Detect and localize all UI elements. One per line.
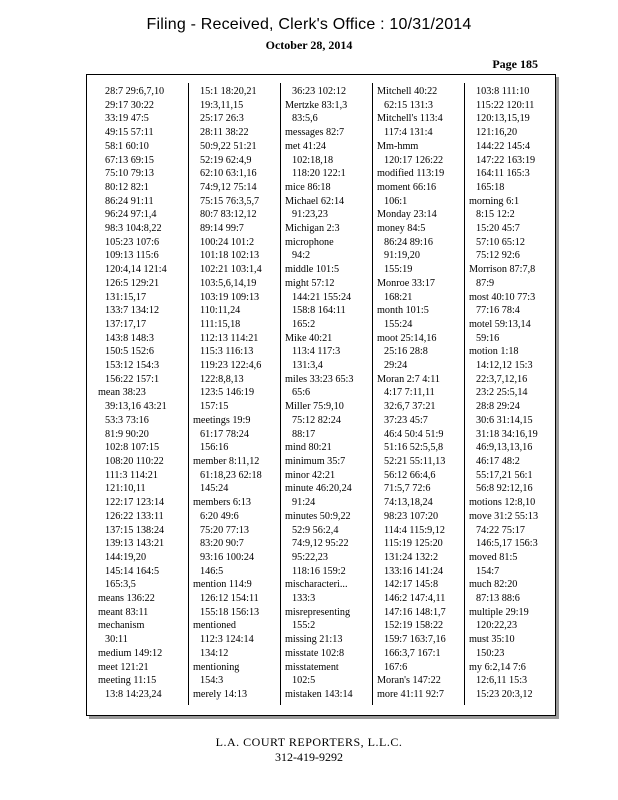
index-term: much 82:20 [469,579,518,591]
index-page-refs: 105:23 107:6 [105,236,160,248]
index-page-refs: 52:21 55:11,13 [384,455,446,467]
column-divider [464,83,465,705]
index-page-refs: 164:11 165:3 [476,168,530,180]
index-page-refs: 39:13,16 43:21 [105,401,167,413]
index-page-refs: 150:5 152:6 [105,346,154,358]
index-page-refs: 145:24 [200,483,229,495]
index-page-refs: 147:16 148:1,7 [384,606,446,618]
index-page-refs: 168:21 [384,291,413,303]
index-page-refs: 156:22 157:1 [105,373,160,385]
index-page-refs: 126:12 154:11 [200,593,259,605]
index-page-refs: 62:10 63:1,16 [200,168,257,180]
index-term: minor 42:21 [285,469,336,481]
court-reporter-name: L.A. COURT REPORTERS, L.L.C. [215,735,403,749]
index-page-refs: 100:24 101:2 [200,236,255,248]
index-page-refs: 46:17 48:2 [476,455,520,467]
index-page-refs: 112:13 114:21 [200,332,259,344]
index-page-refs: 113:4 117:3 [292,346,341,358]
index-page-refs: 86:24 89:16 [384,236,433,248]
index-page-refs: 102:8 107:15 [105,442,160,454]
index-term: mention 114:9 [193,579,252,591]
index-term: minimum 35:7 [285,455,346,467]
index-page-refs: 94:2 [292,250,311,262]
index-page-refs: 75:12 82:24 [292,414,341,426]
index-term: moved 81:5 [469,551,518,563]
index-page-refs: 112:3 124:14 [200,634,254,646]
index-page-refs: 93:16 100:24 [200,551,255,563]
index-term: Mertzke 83:1,3 [285,99,348,111]
index-page-refs: 158:8 164:11 [292,305,346,317]
column-divider [280,83,281,705]
index-page-refs: 67:13 69:15 [105,154,154,166]
index-term: most 40:10 77:3 [469,291,536,303]
index-page-refs: 137:17,17 [105,318,147,330]
index-page-refs: 71:5,7 72:6 [384,483,431,495]
index-page-refs: 103:8 111:10 [476,86,530,97]
index-term: minute 46:20,24 [285,483,352,495]
index-page-refs: 156:16 [200,442,229,454]
index-page-refs: 157:15 [200,401,229,413]
index-page-refs: 83:5,6 [292,113,318,125]
index-page-refs: 144:22 145:4 [476,140,531,152]
index-page-refs: 91:24 [292,497,316,509]
index-page-refs: 50:9,22 51:21 [200,140,257,152]
index-term: money 84:5 [377,223,426,235]
index-page-refs: 126:22 133:11 [105,510,164,522]
index-page-refs: 80:12 82:1 [105,181,149,193]
index-term: motion 1:18 [469,346,519,358]
index-page-refs: 57:10 65:12 [476,236,525,248]
index-page-refs: 114:4 115:9,12 [384,524,445,536]
index-page-refs: 115:19 125:20 [384,538,443,550]
index-page-refs: 74:22 75:17 [476,524,525,536]
index-term: motions 12:8,10 [469,497,536,509]
index-page-refs: 131:3,4 [292,360,323,372]
index-page-refs: 155:18 156:13 [200,606,260,618]
index-page-refs: 109:13 115:6 [105,250,159,262]
index-page-refs: 102:21 103:1,4 [200,264,262,276]
index-term: Moran's 147:22 [377,675,441,687]
index-page-refs: 120:4,14 121:4 [105,264,167,276]
index-page-refs: 120:22,23 [476,620,518,632]
index-term: Michigan 2:3 [285,223,340,235]
court-reporter-phone: 312-419-9292 [275,750,343,764]
index-page-refs: 87:13 88:6 [476,593,520,605]
index-term: meant 83:11 [98,606,149,618]
index-page-refs: 119:23 122:4,6 [200,360,262,372]
index-page-refs: 55:17,21 56:1 [476,469,533,481]
index-page-refs: 6:20 49:6 [200,510,239,522]
index-term: misstate 102:8 [285,647,345,659]
index-term: Morrison 87:7,8 [469,264,536,276]
index-term: Mitchell's 113:4 [377,113,443,125]
index-page-refs: 133:16 141:24 [384,565,444,577]
index-column-2 [193,85,283,702]
index-term: mind 80:21 [285,442,332,454]
index-page-refs: 133:3 [292,593,316,605]
index-page-refs: 115:3 116:13 [200,346,254,358]
index-page-refs: 120:13,15,19 [476,113,530,125]
index-page-refs: 155:2 [292,620,316,632]
index-page-refs: 56:12 66:4,6 [384,469,436,481]
index-page-refs: 101:18 102:13 [200,250,260,262]
index-page-refs: 121:10,11 [105,483,146,495]
index-page-refs: 159:7 163:7,16 [384,634,446,646]
index-page-refs: 74:9,12 95:22 [292,538,349,550]
column-divider [188,83,189,705]
index-page-refs: 121:16,20 [476,127,518,139]
index-page-refs: 147:22 163:19 [476,154,536,166]
index-term: misstatement [285,661,339,673]
column-divider [372,83,373,705]
index-term: meet 121:21 [98,661,149,673]
index-page-refs: 80:7 83:12,12 [200,209,257,221]
index-term: modified 113:19 [377,168,445,180]
index-page-refs: 74:9,12 75:14 [200,181,257,193]
index-term: Monroe 33:17 [377,277,436,289]
index-page-refs: 166:3,7 167:1 [384,647,441,659]
index-page-refs: 165:18 [476,181,505,193]
index-page-refs: 144:21 155:24 [292,291,352,303]
index-page-refs: 58:1 60:10 [105,140,149,152]
index-page-refs: 49:15 57:11 [105,127,154,139]
index-page-refs: 146:5 [200,565,224,577]
index-page-refs: 15:1 18:20,21 [200,86,257,97]
index-term: mentioning [193,661,240,673]
index-page-refs: 142:17 145:8 [384,579,439,591]
index-page-refs: 74:13,18,24 [384,497,433,509]
index-page-refs: 153:12 154:3 [105,360,160,372]
index-term: merely 14:13 [193,688,248,700]
index-page-refs: 52:9 56:2,4 [292,524,339,536]
index-page-refs: 56:8 92:12,16 [476,483,533,495]
index-page-refs: 31:18 34:16,19 [476,428,538,440]
index-term: month 101:5 [377,305,429,317]
filing-stamp: Filing - Received, Clerk's Office : 10/31/2014 [146,16,472,33]
index-page-refs: 28:11 38:22 [200,127,249,139]
index-page-refs: 52:19 62:4,9 [200,154,252,166]
index-term: minutes 50:9,22 [285,510,351,522]
index-page-refs: 15:20 45:7 [476,223,520,235]
index-term: Mike 40:21 [285,332,333,344]
index-term: must 35:10 [469,634,515,646]
index-page-refs: 30:6 31:14,15 [476,414,533,426]
index-page-refs: 122:8,8,13 [200,373,244,385]
index-page-refs: 102:18,18 [292,154,334,166]
index-page-refs: 146:5,17 156:3 [476,538,538,550]
index-page-refs: 37:23 45:7 [384,414,428,426]
index-term: mean 38:23 [98,387,146,399]
index-term: met 41:24 [285,140,327,152]
index-page-refs: 154:3 [200,675,224,687]
index-term: mischaracteri... [285,579,348,591]
index-page-refs: 96:24 97:1,4 [105,209,157,221]
index-term: my 6:2,14 7:6 [469,661,526,673]
index-term: might 57:12 [285,277,335,289]
index-page-refs: 23:2 25:5,14 [476,387,528,399]
index-page-refs: 29:17 30:22 [105,99,154,111]
index-page-refs: 36:23 102:12 [292,86,347,97]
index-page-refs: 53:3 73:16 [105,414,149,426]
index-term: miles 33:23 65:3 [285,373,354,385]
index-page-refs: 61:17 78:24 [200,428,249,440]
index-page-refs: 137:15 138:24 [105,524,165,536]
index-page-refs: 165:3,5 [105,579,136,591]
index-term: medium 149:12 [98,647,163,659]
index-page-refs: 61:18,23 62:18 [200,469,262,481]
index-term: Michael 62:14 [285,195,345,207]
index-page-refs: 46:4 50:4 51:9 [384,428,444,440]
index-page-refs: 98:23 107:20 [384,510,439,522]
index-page-refs: 81:9 90:20 [105,428,149,440]
index-term: means 136:22 [98,593,155,605]
index-page-refs: 28:8 29:24 [476,401,520,413]
index-term: motel 59:13,14 [469,318,531,330]
index-page-refs: 88:17 [292,428,316,440]
page-number: Page 185 [492,57,538,71]
index-page-refs: 118:20 122:1 [292,168,346,180]
index-page-refs: 32:6,7 37:21 [384,401,436,413]
index-column-5 [469,85,559,702]
index-page-refs: 83:20 90:7 [200,538,244,550]
index-page-refs: 139:13 143:21 [105,538,165,550]
index-page-refs: 91:19,20 [384,250,420,262]
index-page-refs: 108:20 110:22 [105,455,164,467]
index-page-refs: 25:17 26:3 [200,113,244,125]
index-page-refs: 12:6,11 15:3 [476,675,528,687]
index-page-refs: 154:7 [476,565,500,577]
index-page-refs: 28:7 29:6,7,10 [105,86,165,97]
document-date: October 28, 2014 [265,38,353,52]
index-page-refs: 4:17 7:11,11 [384,387,435,399]
index-term: Monday 23:14 [377,209,437,221]
index-page-refs: 145:14 164:5 [105,565,160,577]
index-term: microphone [285,236,334,248]
index-page-refs: 126:5 129:21 [105,277,160,289]
index-page-refs: 86:24 91:11 [105,195,154,207]
index-term: move 31:2 55:13 [469,510,539,522]
index-page-refs: 98:3 104:8,22 [105,223,162,235]
index-term: missing 21:13 [285,634,343,646]
index-page-refs: 75:15 76:3,5,7 [200,195,260,207]
index-column-1 [98,85,188,702]
index-page-refs: 134:12 [200,647,229,659]
index-page-refs: 102:5 [292,675,316,687]
index-page-refs: 111:15,18 [200,318,241,330]
index-page-refs: 155:24 [384,318,413,330]
index-column-4 [377,85,467,702]
index-page-refs: 131:15,17 [105,291,147,303]
index-page-refs: 89:14 99:7 [200,223,244,235]
index-term: meeting 11:15 [98,675,157,687]
index-page-refs: 103:19 109:13 [200,291,260,303]
index-page-refs: 19:3,11,15 [200,99,244,111]
index-page-refs: 65:6 [292,387,311,399]
index-page-refs: 14:12,12 15:3 [476,360,533,372]
index-page-refs: 120:17 126:22 [384,154,444,166]
index-term: mentioned [193,620,237,632]
index-page-refs: 13:8 14:23,24 [105,688,162,700]
index-term: member 8:11,12 [193,455,260,467]
index-term: mice 86:18 [285,181,331,193]
index-page-refs: 131:24 132:2 [384,551,439,563]
index-page-refs: 87:9 [476,277,495,289]
index-page-refs: 75:10 79:13 [105,168,154,180]
index-page-refs: 59:16 [476,332,500,344]
index-page-refs: 144:19,20 [105,551,147,563]
index-term: Miller 75:9,10 [285,401,344,413]
index-term: mistaken 143:14 [285,688,353,700]
index-page-refs: 146:2 147:4,11 [384,593,446,605]
index-page-refs: 75:20 77:13 [200,524,249,536]
index-term: more 41:11 92:7 [377,688,444,700]
index-term: meetings 19:9 [193,414,251,426]
index-term: misrepresenting [285,606,351,618]
index-page-refs: 143:8 148:3 [105,332,154,344]
index-page-refs: 106:1 [384,195,408,207]
index-page-refs: 91:23,23 [292,209,328,221]
index-term: Moran 2:7 4:11 [377,373,441,385]
index-page-refs: 29:24 [384,360,408,372]
index-page-refs: 152:19 158:22 [384,620,444,632]
index-page-refs: 77:16 78:4 [476,305,520,317]
index-page-refs: 33:19 47:5 [105,113,149,125]
index-page-refs: 165:2 [292,318,316,330]
index-page-refs: 118:16 159:2 [292,565,346,577]
index-page-refs: 133:7 134:12 [105,305,160,317]
index-term: multiple 29:19 [469,606,529,618]
index-term: moot 25:14,16 [377,332,437,344]
index-term: middle 101:5 [285,264,340,276]
index-page-refs: 155:19 [384,264,413,276]
index-column-3 [285,85,375,702]
index-page-refs: 46:9,13,13,16 [476,442,533,454]
word-index-box [86,74,556,716]
index-term: Mitchell 40:22 [377,86,438,97]
index-term: moment 66:16 [377,181,437,193]
index-page-refs: 95:22,23 [292,551,328,563]
index-page-refs: 30:11 [105,634,128,646]
index-page-refs: 8:15 12:2 [476,209,515,221]
index-page-refs: 103:5,6,14,19 [200,277,257,289]
index-page-refs: 62:15 131:3 [384,99,433,111]
index-page-refs: 150:23 [476,647,505,659]
index-page-refs: 110:11,24 [200,305,241,317]
index-page-refs: 115:22 120:11 [476,99,535,111]
index-term: messages 82:7 [285,127,345,139]
index-term: members 6:13 [193,497,252,509]
index-page-refs: 123:5 146:19 [200,387,255,399]
index-page-refs: 25:16 28:8 [384,346,428,358]
index-term: Mm-hmm [377,140,419,152]
index-page-refs: 22:3,7,12,16 [476,373,528,385]
index-page-refs: 51:16 52:5,5,8 [384,442,444,454]
index-page-refs: 167:6 [384,661,408,673]
index-page-refs: 122:17 123:14 [105,497,165,509]
index-page-refs: 15:23 20:3,12 [476,688,533,700]
index-term: morning 6:1 [469,195,520,207]
index-page-refs: 75:12 92:6 [476,250,520,262]
index-term: mechanism [98,620,145,632]
index-page-refs: 117:4 131:4 [384,127,433,139]
index-page-refs: 111:3 114:21 [105,469,158,481]
